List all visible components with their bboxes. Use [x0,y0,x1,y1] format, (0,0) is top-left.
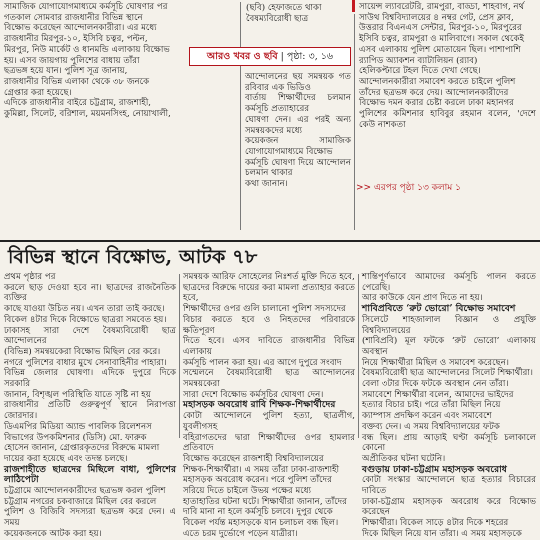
separator: | [280,51,287,62]
text-line: নগরে পুলিশের বাধার মুখে সেনাবাহিনীর পাহারা। [4,357,167,368]
text-line: রাজধানীর প্রতিটি গুরুত্বপূর্ণ স্থানে নিরাপত্তা জোরদার। [4,400,176,422]
text-line: এদিকে রাজধানীর বাইরে চট্টগ্রাম, রাজশাহী, [4,98,152,109]
text-line: হয়। এসব জায়গায় পুলিশের বাধায় তাঁরা [4,55,140,66]
text-line: কর্মসূচি পালন করা হয়। এর আগে দুপুরে সংবাদ [183,357,342,368]
text-line: আন্দোলনকারীরা সমাবেশ করতে চাইলে পুলিশ [359,76,516,87]
accent-bar [352,0,355,12]
text-line: কুমিল্লা, সিলেট, বরিশাল, ময়মনসিংহ, নোয়াখালী, [4,109,171,120]
text-line: সমন্বয়ক আরিফ সোহেলের নিঃশর্ত মুক্তি দিতে হবে, [183,272,355,282]
subheading: বগুড়ায় ঢাকা-চট্টগ্রাম মহাসড়ক অবরোধ [362,463,507,475]
text-line: শিক্ষার্থীরা। বিকেল সাড়ে ৪টার দিকে শহরের [362,518,509,529]
text-line: তাঁদের ছত্রভঙ্গ করে দেয়। আন্দোলনকারীদের [359,87,509,98]
column-rule [240,2,241,230]
text-line: ঘোষণা দেন। এর পরই অন্য সমন্বয়কদের মধ্যে [245,114,351,136]
text-line: ইসিবি চত্বর, রামপুরা ও মালিবাগে। সকাল থেকেই [359,34,524,45]
text-line: শিক্ষার্থীদের ওপর গুলি চালানো পুলিশ সদস্যদের [183,304,346,315]
text-line: দিতে হবে। এসব দাবিতে রাজধানীর বিভিন্ন এলাকায় [183,336,355,357]
text-line: উত্তরার বিএনএস সেন্টার, মিরপুর-১০, মিরপুরের [359,23,522,34]
text-line: বক্তব্য দেন। এ সময় বিশ্ববিদ্যালয়ের ফটক [362,421,500,432]
text-line: হেলিকপ্টারে টহল দিতে দেখা গেছে। [359,66,481,77]
text-line: বহিরাগতদের দ্বারা শিক্ষার্থীদের ওপর হামলার প্রতিবাদে [183,432,355,454]
text-line: আর কাউকে যেন প্রাণ দিতে না হয়। [362,293,483,304]
more-news-box [189,47,351,66]
text-line: বন্ধ ছিল। প্রায় আড়াই ঘণ্টা কর্মসূচি চলাকালে কোনো [362,432,536,454]
text-line: সরিয়ে দিতে চাইলে উভয় পক্ষের মধ্যে [183,486,312,497]
text-line: দায়ের করা হয়েছে এবং তদন্ত চলছে। [4,453,128,464]
photo-caption: (ছবি) হেফাজতে থাকা বৈষম্যবিরোধী ছাত্র [246,3,322,24]
text-line: মহাসড়ক অবরোধ করেন। পরে পুলিশ তাঁদের [183,475,332,486]
text-line: আন্দোলনের ছয় সমন্বয়ক গত রবিবার এক ভিডিও [245,72,351,93]
text-line: হত্যার বিচার চাই। পরে তাঁরা মিছিল নিয়ে [362,400,501,411]
subheading: শাবিপ্রবিতে ‘রুট ভোরো’ বিক্ষোভ সমাবেশ [362,303,516,315]
text-line: মিরপুর, নিউ মার্কেট ও ধানমন্ডি এলাকায় বিক্ষোভ [4,44,170,55]
text-line: বার্তায় শিক্ষার্থীদের চলমান কর্মসূচি প্রত্যাহারের [245,93,351,115]
text-line: বিক্ষোভ করেছেন রাজশাহী বিশ্ববিদ্যালয়ের [183,453,324,464]
subheading: মহাসড়ক অবরোধ রাবি শিক্ষক-শিক্ষার্থীদের [183,399,336,411]
text-line: বিক্ষোভ করেছেন আন্দোলনকারীরা। এর মধ্যে [4,23,157,34]
top-middle-column [245,72,351,232]
text-line: জানান, বিশৃঙ্খল পরিস্থিতি যাতে সৃষ্টি না হয় [4,389,151,400]
text-line: সামাজিক যোগাযোগমাধ্যমে কর্মসূচি ঘোষণার পর [4,2,168,12]
text-line: কথা জানান। [245,179,288,190]
text-line: শিক্ষক-শিক্ষার্থীরা। এ সময় তাঁরা ঢাকা-রাজশাহী [183,464,340,475]
story-column-2 [183,272,355,539]
text-line: প্রথম পৃষ্ঠার পর [4,272,56,282]
text-line: হোসেন জানান, গ্রেপ্তারকৃতদের বিরুদ্ধে মামলা [4,443,160,454]
text-line: কয়েকজনকে আটক করা হয়। [4,528,102,539]
text-line: ডিএমপির মিডিয়া অ্যান্ড পাবলিক রিলেশনস [4,421,152,432]
text-line: (বিভিন্ন) সমন্বয়কেরা বিক্ষোভ মিছিল বের করে। [4,346,161,357]
column-rule [354,14,355,230]
column-rule [358,274,359,438]
text-line: ঢাকাসহ সারা দেশে বৈষম্যবিরোধী ছাত্র আন্দোলনের [4,325,176,347]
text-line: বিভাগের উপকমিশনার (ডিসি) মো. ফারুক [4,432,147,443]
text-line: বিক্ষোভ দমন করার চেষ্টা করলে ঢাকা মহানগর [359,98,514,109]
text-line: কর্মসূচি ঘোষণা দিয়ে আন্দোলন চলমান থাকার [245,157,351,179]
top-left-column [4,2,236,234]
text-line: এতে চরম দুর্ভোগে পড়েন যাত্রীরা। [183,528,298,539]
text-line: সারা দেশে বিক্ষোভ কর্মসূচির ঘোষণা দেন। [183,389,324,400]
text-line: বেলা ৩টার দিকে ফটকে অবস্থান নেন তাঁরা। [362,379,509,390]
text-line: দিকে মিছিল নিয়ে যান তাঁরা। এ সময় মহাসড়কে [362,528,522,539]
text-line: পুলিশের কমিশনার হাবিবুর রহমান বলেন, 'দেশে কেউ নাশকতা [359,109,536,130]
text-line: গতকাল সোমবার রাজধানীর বিভিন্ন স্থানে [4,12,143,23]
text-line: পুলিশ ও বিজিবি সদস্যরা ছত্রভঙ্গ করে দেন। এ সময় [4,507,176,529]
text-line: বিভিন্ন জেলার ঘোষণা। এদিকে দুপুরে দিকে সরকারি [4,368,176,390]
text-line: দাবি মানা না হলে কর্মসূচি চলবে। দুপুর থেকে [183,507,333,518]
story-headline-block [0,240,540,269]
text-line: শান্তিপূর্ণভাবে আমাদের কর্মসূচি পালন করতে পেরেছি। [362,272,536,293]
text-line: চট্টগ্রাম নগরের চকবাজারে মিছিল বের করলে [4,496,157,507]
top-right-column [359,2,536,178]
text-line: বৈষম্যবিরোধী ছাত্র আন্দোলনের সিলেট শিক্ষার্থীরা। [362,368,533,379]
story-headline: বিভিন্ন স্থানে বিক্ষোভ, আটক ৭৮ [8,246,258,268]
text-line: সিলেটে শাহজালাল বিজ্ঞান ও প্রযুক্তি বিশ্ববিদ্যালয়ের [362,314,536,336]
text-line: ছত্রভঙ্গ হয়ে যান। পুলিশ সূত্র জানায়, [4,66,128,77]
text-line: ক্যাম্পাস প্রদক্ষিণ করেন এবং সমাবেশে [362,411,492,422]
more-news-label: আরও খবর ও ছবি [206,51,278,62]
text-line: সম্মেলনে বৈষম্যবিরোধী ছাত্র আন্দোলনের সমন্বয়কেরা [183,368,355,390]
text-line: কোটা সংস্কার আন্দোলনে ছাত্র হত্যার বিচারের দাবিতে [362,475,536,497]
text-line: ঢাকা-চট্টগ্রাম মহাসড়ক অবরোধ করে বিক্ষোভ করেছেন [362,496,536,518]
text-line: রাজধানীর মিরপুর-১০, ইসিবি চত্বর, পল্টন, [4,34,148,45]
text-line: বিকেল পর্যন্ত মহাসড়কে যান চলাচল বন্ধ ছিল। [183,518,339,529]
text-line: সায়েন্স ল্যাবরেটরি, রামপুরা, বাড্ডা, শাহবাগ, নর্থ [359,2,525,12]
text-line: কোটা আন্দোলনে পুলিশ হত্যা, ছাত্রলীগ, যুবলীগসহ [183,411,355,432]
text-line: গ্রেপ্তার করা হয়েছে। [4,87,72,98]
story-column-1 [4,272,176,539]
subheading: রাজশাহীতে ছাত্রদের মিছিলে বাধা, পুলিশের লাঠিপেটা [4,463,176,486]
text-line: রাজধানীর বিভিন্ন এলাকা থেকে ৩৮ জনকে [4,76,150,87]
text-line: ছাত্রদের বিরুদ্ধে দায়ের করা মামলা প্রত্যাহার করতে হবে, [183,282,355,304]
text-line: সাউথ বিশ্ববিদ্যালয়ের ৪ নম্বর গেট, প্রেস ক্লাব, [359,12,514,23]
text-line: করলে ছাড় দেওয়া হবে না। ছাত্রদের রাজনৈতিক ব্যক্তির [4,282,176,304]
text-line: (শাবিপ্রবি) মূল ফটকে ‘রুট ভোরো’ এলাকায় অবস্থান [362,336,536,357]
column-rule [179,274,180,438]
text-line: বিকেল ৪টার দিকে বিক্ষোভে ছাত্ররা সমবেত হয়। [4,314,167,325]
more-news-pages: পৃষ্ঠা: ৩, ১৬ [286,51,334,62]
text-line: অপ্রীতিকর ঘটনা ঘটেনি। [362,453,446,464]
text-line: বিচার করতে হবে ও নিহতদের পরিবারকে ক্ষতিপূরণ [183,314,355,336]
text-line: এসব এলাকায় পুলিশ মোতায়েন ছিল। পাশাপাশি [359,44,521,55]
text-line: সমাবেশে শিক্ষার্থীরা বলেন, আমাদের ভাইদের [362,389,514,400]
text-line: র‍্যাপিড অ্যাকশন ব্যাটালিয়ন (র‍্যাব) [359,55,478,66]
headline-rule [0,240,540,242]
text-line: নিয়ে শিক্ষার্থীরা মিছিল ও সমাবেশ করেছেন। [362,357,509,368]
text-line: চট্টগ্রামে আন্দোলনকারীদের ছত্রভঙ্গ করল পুলিশ [4,486,166,497]
text-line: হাতাহাতির ঘটনা ঘটে। শিক্ষার্থীরা জানান, তাঁদের [183,496,347,507]
text-line: কাছে যাওয়া উচিত নয়। এখন তারা তাই করছে। [4,304,165,315]
continued-on-page[interactable]: >> এরপর পৃষ্ঠা ১৩ কলাম ১ [356,183,461,193]
story-column-3 [362,272,536,539]
text-line: কয়েকজন সামাজিক যোগাযোগমাধ্যমে বিক্ষোভ [245,136,351,157]
